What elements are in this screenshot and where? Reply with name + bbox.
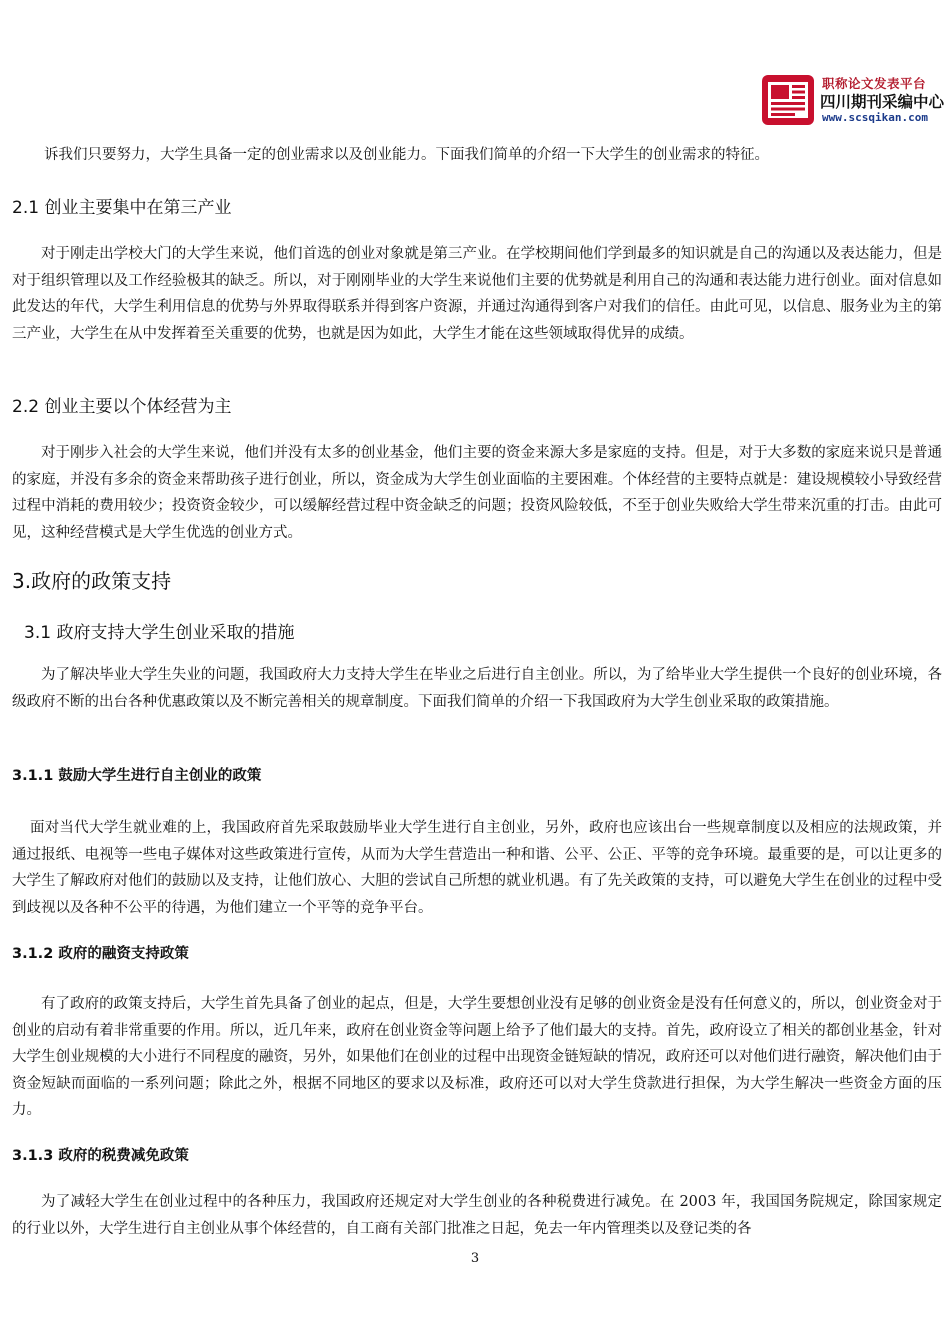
heading-2-2: 2.2 创业主要以个体经营为主 xyxy=(12,397,232,417)
heading-3-1-3: 3.1.3 政府的税费减免政策 xyxy=(12,1148,189,1164)
paragraph-3-1-1: 面对当代大学生就业难的上，我国政府首先采取鼓励毕业大学生进行自主创业，另外，政府也应该出台一些规章制度以及相应的法规政策，并通过报纸、电视等一些电子媒体对这些政策进行宣传，从而为大学生营造出一种和谐、公平、公正、平等的竞争环境。最重要的是，可以让更多的大学生了解政府对他们的鼓励以及支持，让他们放心、大胆的尝试自己所想的就业机遇。有了先关政策的支持，可以避免大学生在创业的过程中受到歧视以及各种不公平的待遇，为他们建立一个平等的竞争平台。 xyxy=(12,820,942,916)
paragraph-3-1-2: 有了政府的政策支持后，大学生首先具备了创业的起点，但是，大学生要想创业没有足够的创业资金是没有任何意义的，所以，创业资金对于创业的启动有着非常重要的作用。所以，近几年来，政府在创业资金等问题上给予了他们最大的支持。首先，政府设立了相关的都创业基金，针对大学生创业规模的大小进行不同程度的融资，另外，如果他们在创业的过程中出现资金链短缺的情况，政府还可以对他们进行融资，解决他们由于资金短缺而面临的一系列问题；除此之外，根据不同地区的要求以及标准，政府还可以对大学生贷款进行担保，为大学生解决一些资金方面的压力。 xyxy=(12,996,942,1118)
paragraph-2-2: 对于刚步入社会的大学生来说，他们并没有太多的创业基金，他们主要的资金来源大多是家庭的支持。但是，对于大多数的家庭来说只是普通的家庭，并没有多余的资金来帮助孩子进行创业，所以，资金成为大学生创业面临的主要困难。个体经营的主要特点就是：建设规模较小导致经营过程中消耗的费用较少；投资资金较少，可以缓解经营过程中资金缺乏的问题；投资风险较低，不至于创业失败给大学生带来沉重的打击。由此可见，这种经营模式是大学生优选的创业方式。 xyxy=(12,445,942,541)
page-number: 3 xyxy=(470,1251,480,1266)
logo-url: www.scsqikan.com xyxy=(822,111,928,124)
heading-3-1-2: 3.1.2 政府的融资支持政策 xyxy=(12,946,189,962)
heading-2-1: 2.1 创业主要集中在第三产业 xyxy=(12,198,232,218)
publisher-logo xyxy=(762,72,947,128)
newspaper-icon xyxy=(762,75,814,125)
paragraph-2-1: 对于刚走出学校大门的大学生来说，他们首选的创业对象就是第三产业。在学校期间他们学到最多的知识就是自己的沟通以及表达能力，但是对于组织管理以及工作经验极其的缺乏。所以，对于刚刚毕业的大学生来说他们主要的优势就是利用自己的沟通和表达能力进行创业。面对信息如此发达的年代，大学生利用信息的优势与外界取得联系并得到客户资源，并通过沟通得到客户对我们的信任。由此可见，以信息、服务业为主的第三产业，大学生在从中发挥着至关重要的优势，也就是因为如此，大学生才能在这些领域取得优异的成绩。 xyxy=(12,246,942,342)
heading-3-1-1: 3.1.1 鼓励大学生进行自主创业的政策 xyxy=(12,768,262,784)
heading-3: 3.政府的政策支持 xyxy=(12,569,172,593)
intro-paragraph: 诉我们只要努力，大学生具备一定的创业需求以及创业能力。下面我们简单的介绍一下大学生的创业需求的特征。 xyxy=(44,147,769,163)
logo-tagline: 职称论文发表平台 xyxy=(822,76,927,91)
logo-name: 四川期刊采编中心 xyxy=(820,93,945,111)
paragraph-3-1-3: 为了减轻大学生在创业过程中的各种压力，我国政府还规定对大学生创业的各种税费进行减免。在 2003 年，我国国务院规定，除国家规定的行业以外，大学生进行自主创业从事个体经营的，自工商有关部门批准之日起，免去一年内管理类以及登记类的各 xyxy=(12,1194,942,1237)
paragraph-3-1: 为了解决毕业大学生失业的问题，我国政府大力支持大学生在毕业之后进行自主创业。所以，为了给毕业大学生提供一个良好的创业环境，各级政府不断的出台各种优惠政策以及不断完善相关的规章制度。下面我们简单的介绍一下我国政府为大学生创业采取的政策措施。 xyxy=(12,667,942,710)
heading-3-1: 3.1 政府支持大学生创业采取的措施 xyxy=(24,623,295,643)
